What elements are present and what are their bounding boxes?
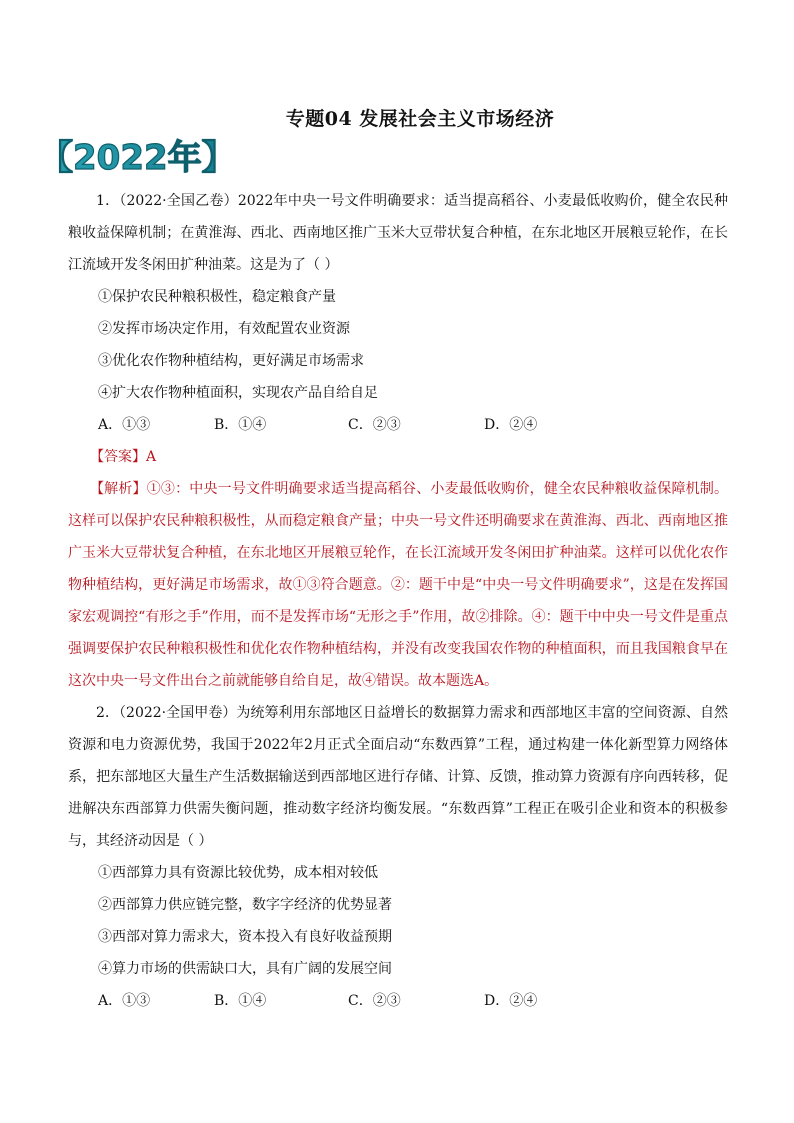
year-badge — [37, 138, 273, 176]
q1-choice-a: A．①③ — [98, 417, 151, 433]
q1-choices — [68, 409, 728, 441]
q1-choice-d: D．②④ — [484, 417, 538, 433]
q2-option-2: ②西部算力供应链完整，数字字经济的优势显著 — [98, 897, 392, 913]
q2-choice-c: C．②③ — [348, 993, 401, 1009]
q2-choice-a: A．①③ — [98, 993, 151, 1009]
q2-option-1: ①西部算力具有资源比较优势，成本相对较低 — [98, 865, 378, 881]
q1-answer — [68, 441, 728, 473]
q1-option-2: ②发挥市场决定作用，有效配置农业资源 — [98, 321, 350, 337]
page-title: 专题04 发展社会主义市场经济 — [285, 108, 555, 130]
q2-choice-b: B．①④ — [214, 993, 267, 1009]
q1-choice-c: C．②③ — [348, 417, 401, 433]
q1-analysis — [68, 473, 728, 697]
question-content — [68, 185, 728, 1017]
q1-choice-b: B．①④ — [214, 417, 267, 433]
year-badge-text: 【2022年】 — [39, 138, 236, 176]
q1-option-3: ③优化农作物种植结构，更好满足市场需求 — [98, 353, 364, 369]
q2-option-3: ③西部对算力需求大，资本投入有良好收益预期 — [98, 929, 392, 945]
analysis-label: 【解析】 — [90, 481, 147, 497]
q2-choices — [68, 985, 728, 1017]
answer-value: A — [146, 449, 157, 465]
q1-option-4: ④扩大农作物种植面积，实现农产品自给自足 — [98, 385, 378, 401]
q1-option-1: ①保护农民种粮积极性，稳定粮食产量 — [98, 289, 336, 305]
q2-choice-d: D．②④ — [484, 993, 538, 1009]
answer-label: 【答案】 — [90, 449, 146, 465]
q1-stem: 1．（2022·全国乙卷）2022年中央一号文件明确要求：适当提高稻谷、小麦最低收购价，健全农民种粮收益保障机制；在黄淮海、西北、西南地区推广玉米大豆带状复合种植，在东北地区开展粮豆轮作，在长江流域开发冬闲田扩种油菜。这是为了（ ） — [68, 193, 728, 273]
q2-stem: 2．（2022·全国甲卷）为统筹利用东部地区日益增长的数据算力需求和西部地区丰富的空间资源、自然资源和电力资源优势，我国于2022年2月正式全面启动“东数西算”工程，通过构建一体化新型算力网络体系，把东部地区大量生产生活数据输送到西部地区进行存储、计算、反馈，推动算力资源有序向西转移，促进解决东西部算力供需失衡问题，推动数字经济均衡发展。“东数西算”工程正在吸引企业和资本的积极参与，其经济动因是（ ） — [68, 705, 728, 849]
q2-option-4: ④算力市场的供需缺口大，具有广阔的发展空间 — [98, 961, 392, 977]
analysis-text: ①③：中央一号文件明确要求适当提高稻谷、小麦最低收购价，健全农民种粮收益保障机制。这样可以保护农民种粮积极性，从而稳定粮食产量；中央一号文件还明确要求在黄淮海、西北、西南地区推广玉米大豆带状复合种植，在东北地区开展粮豆轮作，在长江流域开发冬闲田扩种油菜。这样可以优化农作物种植结构，更好满足市场需求，故①③符合题意。②：题干中是“中央一号文件明确要求”，这是在发挥国家宏观调控“有形之手”作用，而不是发挥市场“无形之手”作用，故②排除。④：题干中中央一号文件是重点强调要保护农民种粮积极性和优化农作物种植结构，并没有改变我国农作物的种植面积，而且我国粮食早在这次中央一号文件出台之前就能够自给自足，故④错误。故本题选A。 — [68, 481, 729, 689]
